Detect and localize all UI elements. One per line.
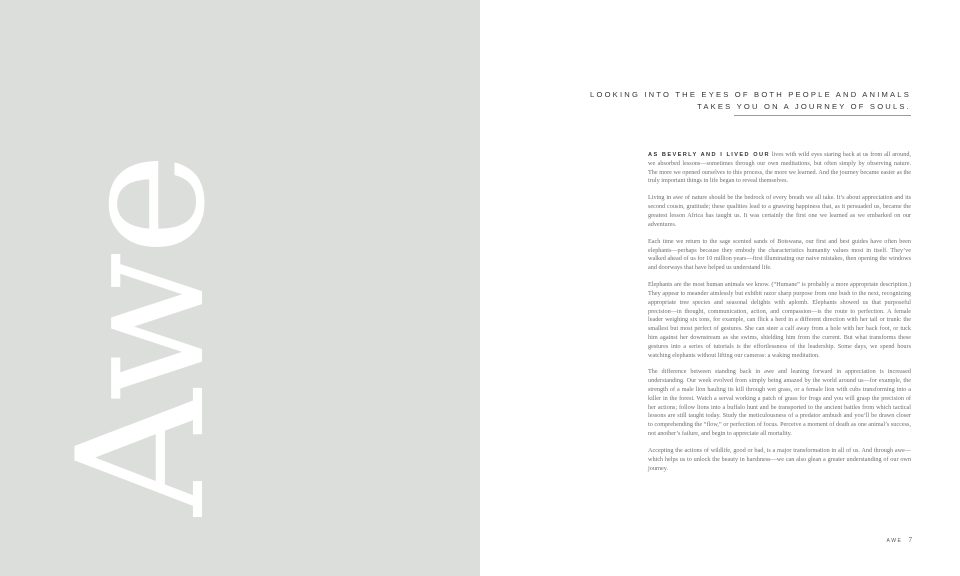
heading-divider <box>734 115 911 116</box>
paragraph-6: Accepting the actions of wildlife, good or bad, is a major transformation in all of us. And through awe—which helps us to unlock the beauty in harshness—we can also glean a greater understanding of our own journey. <box>648 447 911 472</box>
chapter-title-vertical: Awe <box>41 156 244 516</box>
paragraph-2: Living in awe of nature should be the bedrock of every breath we all take. It’s about appreciation and its second cousin, gratitude; these qualities lead to a gnawing happiness that, as it persuaded us, became the greatest lesson Africa has taught us. It was certainly the first one we learned as we embarked on our adventures. <box>648 194 911 228</box>
heading-line-1: LOOKING INTO THE EYES OF BOTH PEOPLE AND ANIMALS <box>590 90 911 99</box>
lead-in: AS BEVERLY AND I LIVED OUR <box>648 152 770 158</box>
right-page-panel <box>480 0 960 576</box>
folio-label: AWE <box>886 538 903 544</box>
pull-quote-heading <box>590 89 911 112</box>
paragraph-1-text: lives with wild eyes staring back at us from all around, we absorbed lessons—sometimes through our own meditations, but often simply by observing nature. The more we opened ourselves to this process, the more we learned. And the journey became easier as the truly important things in life began to reveal themselves. <box>648 151 911 185</box>
paragraph-1 <box>648 151 911 186</box>
body-text <box>648 151 911 482</box>
paragraph-5: The difference between standing back in awe and leaning forward in appreciation is increased understanding. Our week evolved from simply being amazed by the world around us—for example, the strength of a male lion hauling its kill through wet grass, or a female lion with cubs transforming into a killer in the forest. Watch a serval working a patch of grass for frogs and you will grasp the precision of her actions; follow lions into a buffalo hunt and be transported to the ancient battles from which tactical lessons are still taught today. Study the meticulousness of a predator ambush and you’ll be drawn closer to comprehending the “flow,” or perfection of focus. Perceive a moment of death as one animal’s success, not another’s failure, and begin to appreciate all mortality. <box>648 368 911 438</box>
paragraph-4: Elephants are the most human animals we know. (“Humane” is probably a more appropriate description.) They appear to meander aimlessly but exhibit razor sharp purpose from one bush to the next, recognizing appropriate tree species and seasonal delights with aplomb. Elephants showed us that purposeful precision—in thought, communication, action, and compassion—is the route to perfection. A female leader weighing six tons, for example, can flick a herd in a different direction with her tail or trunk: the smallest but most perfect of gestures. She can steer a calf away from a hole with her back foot, or tuck him against her downstream as she swims, shielding him from the current. But what transforms these gestures into a series of tutorials is the effortlessness of the leadership. Some days, we spend hours watching elephants without lifting our cameras: a waking meditation. <box>648 281 911 359</box>
heading-line-2: TAKES YOU ON A JOURNEY OF SOULS. <box>697 101 911 111</box>
page-folio <box>886 536 912 544</box>
page-number: 7 <box>908 536 912 544</box>
paragraph-3: Each time we return to the sage scented sands of Botswana, our first and best guides have often been elephants—perhaps because they embody the characteristics humanity values most in itself. They’ve walked ahead of us for 10 million years—first illuminating our naive mistakes, then opening the windows and doorways that have helped us understand life. <box>648 237 911 272</box>
